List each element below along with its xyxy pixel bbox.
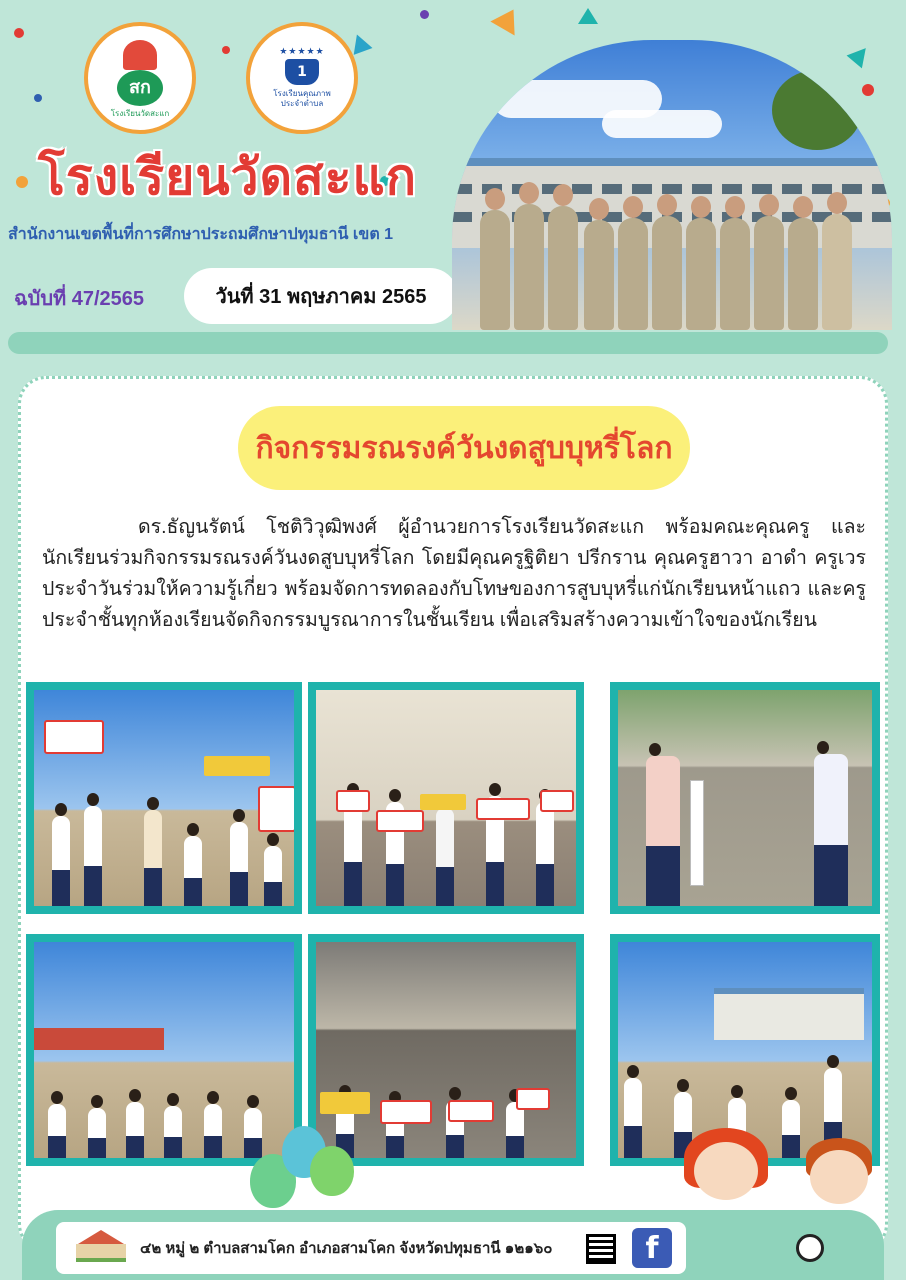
school-name: โรงเรียนวัดสะแก [38,149,417,205]
quality-logo-caption-2: ประจำตำบล [280,99,324,108]
office-name: สำนักงานเขตพื้นที่การศึกษาประถมศึกษาปทุมธานี เขต 1 [8,226,394,243]
school-logo-caption: โรงเรียนวัดสะแก [110,109,170,118]
quality-school-logo: ★★★★★ 1 โรงเรียนคุณภาพ ประจำตำบล [246,22,358,134]
photo-students-seated [308,934,584,1166]
header-divider [8,332,888,354]
article-title-pill [238,406,690,490]
article-title: กิจกรรมรณรงค์วันงดสูบบุหรี่โลก [255,431,673,465]
photo-students-assembly [26,934,302,1166]
header [0,0,906,356]
qr-code-icon[interactable] [586,1234,616,1264]
photo-cigarette-demonstration [610,682,880,914]
photo-students-signs-indoor [308,682,584,914]
staff-group-photo [452,40,892,330]
school-logo: สก โรงเรียนวัดสะแก [84,22,196,134]
soccer-ball-icon [796,1234,824,1262]
photo-students-signs-outdoor [26,682,302,914]
facebook-icon[interactable]: f [632,1228,672,1268]
issue-number: ฉบับที่ 47/2565 [14,288,145,310]
balloon-decoration [310,1146,354,1196]
school-address: ๔๒ หมู่ ๒ ตำบลสามโคก อำเภอสามโคก จังหวัดปทุมธานี ๑๒๑๖๐ [140,1240,553,1257]
school-building-icon [72,1230,130,1266]
quality-logo-caption-1: โรงเรียนคุณภาพ [273,89,331,98]
article-body: ดร.ธัญนรัตน์ โชติวิวุฒิพงศ์ ผู้อำนวยการโรงเรียนวัดสะแก พร้อมคณะคุณครู และนักเรียนร่วมกิจกรรมรณรงค์วันงดสูบบุหรี่โลก โดยมีคุณครูฐิติยา ปรีกราน คุณครูฮาวา อาดำ ครูเวรประจำวันร่วมให้ความรู้เกี่ยว พร้อมจัดการทดลองกับโทษของการสูบบุหรี่แก่นักเรียนหน้าแถว และครูประจำชั้นทุกห้องเรียนจัดกิจกรรมบูรณาการในชั้นเรียน เพื่อเสริมสร้างความเข้าใจของนักเรียน [42,516,866,631]
issue-date: วันที่ 31 พฤษภาคม 2565 [184,268,458,324]
